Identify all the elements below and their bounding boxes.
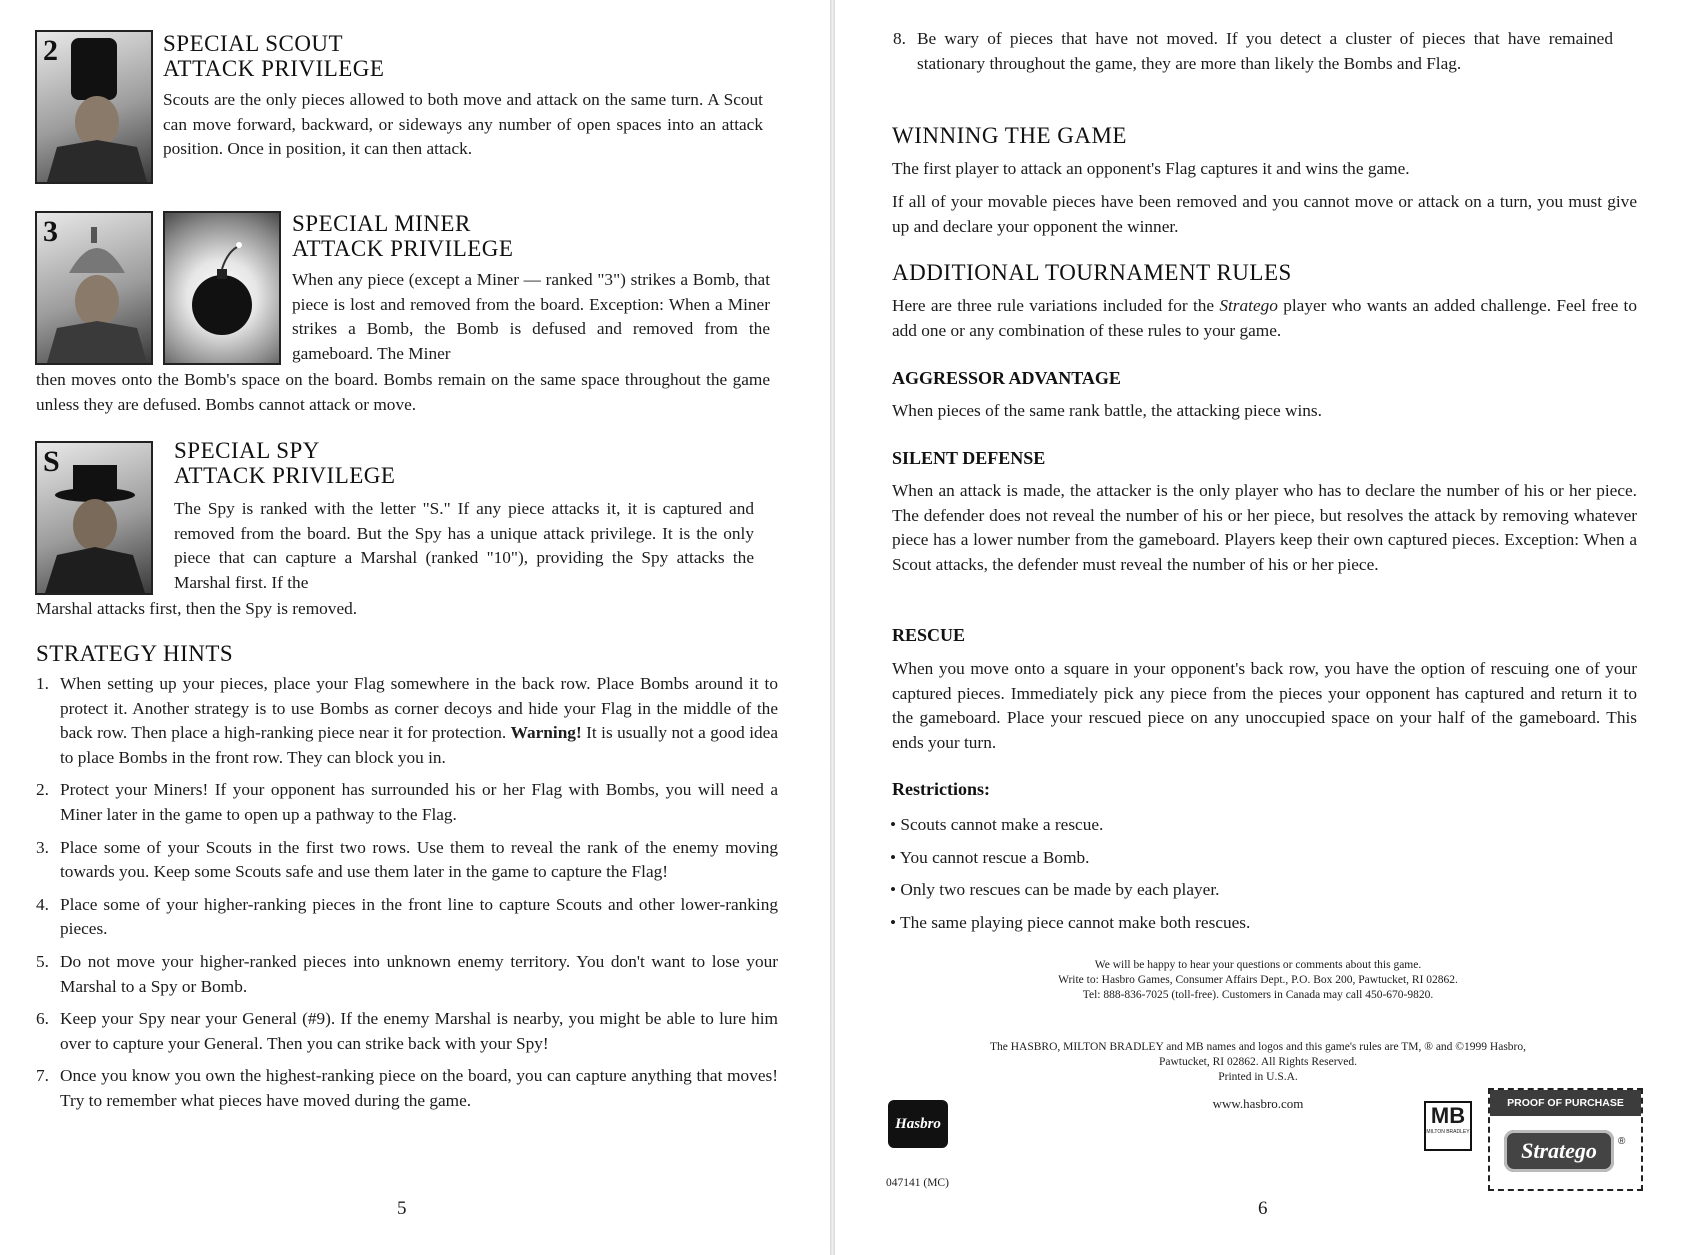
contact-line: We will be happy to hear your questions or comments about this game.	[1094, 959, 1422, 971]
hint-text: Keep your Spy near your General (#9). If the enemy Marshal is nearby, you might be able to lure him over to capture your General. Then you can strike back with your Spy!	[60, 1009, 778, 1053]
hint-text-after: It is usually not a good idea to place Bombs in the front row. They can block you in.	[60, 723, 778, 767]
tournament-intro-text: Here are three rule variations included for the	[892, 296, 1220, 315]
contact-line: Write to: Hasbro Games, Consumer Affairs Dept., P.O. Box 200, Pawtucket, RI 02862.	[1058, 974, 1458, 986]
rescue-heading: RESCUE	[892, 625, 966, 645]
miner-heading-line2: ATTACK PRIVILEGE	[292, 236, 514, 261]
hint-number: 6.	[36, 1009, 49, 1029]
registered-mark: ®	[1618, 1136, 1626, 1147]
hasbro-logo: Hasbro	[888, 1100, 948, 1148]
legal-line: Pawtucket, RI 02862. All Rights Reserved.	[1158, 1056, 1358, 1068]
hint-number: 8.	[893, 29, 906, 48]
page-number-right: 6	[1258, 1198, 1268, 1219]
silent-defense-body: When an attack is made, the attacker is the only player who has to declare the number of his or her piece. The defender does not reveal the number of his or her piece, but resolves the attack by removing whatever piece has a lower number from the gameboard. Players keep their own captured pieces. Exception: When a Scout attacks, the defender must reveal the number of his or her piece.	[892, 481, 1637, 574]
stratego-title: Stratego	[1219, 296, 1278, 315]
miner-heading-line1: SPECIAL MINER	[292, 211, 471, 236]
proof-of-purchase	[1488, 1088, 1643, 1191]
miner-body: When any piece (except a Miner — ranked "3") strikes a Bomb, that piece is lost and removed from the board. Exception: When a Miner strikes a Bomb, the Bomb is defused and removed from the gameboard. The Miner	[292, 270, 770, 363]
hint-item-8	[893, 27, 1613, 76]
proof-of-purchase-label: PROOF OF PURCHASE	[1490, 1090, 1641, 1116]
hint-number: 2.	[36, 780, 49, 800]
miner-rank: 3	[43, 215, 58, 248]
rescue-body: When you move onto a square in your opponent's back row, you have the option of rescuing one of your captured pieces. Immediately pick any piece from the pieces your opponent has captured and return it to the gameboard. Place your rescued piece on any unoccupied space on your half of the gameboard. This ends your turn.	[892, 659, 1637, 752]
spy-heading-line2: ATTACK PRIVILEGE	[174, 463, 396, 488]
restrictions-heading: Restrictions:	[892, 779, 990, 799]
contact-info	[958, 958, 1558, 1003]
mb-logo	[1424, 1101, 1472, 1151]
website-link[interactable]: www.hasbro.com	[1212, 1096, 1304, 1111]
legal-line: The HASBRO, MILTON BRADLEY and MB names and logos and this game's rules are TM, ® and ©1999 Hasbro,	[989, 1041, 1527, 1053]
contact-line: Tel: 888-836-7025 (toll-free). Customers in Canada may call 450-670-9820.	[1082, 989, 1434, 1001]
hint-number: 7.	[36, 1066, 49, 1086]
hint-text: Place some of your Scouts in the first two rows. Use them to reveal the rank of the enemy moving towards you. Keep some Scouts safe and use them later in the game to capture the Flag!	[60, 837, 778, 882]
hint-text: Be wary of pieces that have not moved. If you detect a cluster of pieces that have remained stationary throughout the game, they are more than likely the Bombs and Flag.	[917, 29, 1613, 73]
spy-heading-line1: SPECIAL SPY	[174, 438, 320, 463]
hint-number: 1.	[36, 674, 49, 693]
spy-rank: S	[43, 445, 60, 478]
hint-text: Place some of your higher-ranking pieces in the front line to capture Scouts and other lower-ranking pieces.	[60, 894, 778, 939]
restriction-item: • Scouts cannot make a rescue.	[890, 815, 1104, 834]
scout-heading-line1: SPECIAL SCOUT	[163, 31, 344, 56]
winning-paragraph-2: If all of your movable pieces have been removed and you cannot move or attack on a turn, you must give up and declare your opponent the winner.	[892, 192, 1637, 236]
tournament-intro-text-after: player who wants an added challenge. Feel free to add one or any combination of these rules to your game.	[892, 296, 1637, 340]
restriction-item: • The same playing piece cannot make both rescues.	[890, 912, 1251, 932]
scout-rank: 2	[43, 34, 58, 67]
legal-line: Printed in U.S.A.	[1218, 1071, 1298, 1083]
silent-defense-heading: SILENT DEFENSE	[892, 448, 1046, 468]
page-number-left: 5	[397, 1198, 407, 1219]
part-number: 047141 (MC)	[886, 1177, 949, 1189]
aggressor-body: When pieces of the same rank battle, the attacking piece wins.	[892, 401, 1322, 420]
scout-heading-line2: ATTACK PRIVILEGE	[163, 56, 385, 81]
spy-body-continued: Marshal attacks first, then the Spy is removed.	[36, 599, 358, 618]
scout-body: Scouts are the only pieces allowed to both move and attack on the same turn. A Scout can move forward, backward, or sideways any number of open spaces into an attack position. Once in position, it can then attack.	[163, 90, 763, 159]
hint-number: 3.	[36, 837, 49, 857]
spy-body: The Spy is ranked with the letter "S." If any piece attacks it, it is captured and removed from the board. But the Spy has a unique attack privilege. It is the only piece that can capture a Marshal (ranked "10"), providing the Spy attacks the Marshal first. If the	[174, 499, 754, 592]
stratego-logo: Stratego	[1504, 1130, 1614, 1172]
aggressor-heading: AGGRESSOR ADVANTAGE	[892, 368, 1121, 388]
hint-warning: Warning!	[510, 723, 582, 743]
restriction-item: • You cannot rescue a Bomb.	[890, 847, 1090, 867]
hint-text: Do not move your higher-ranked pieces into unknown enemy territory. You don't want to lose your Marshal to a Spy or Bomb.	[60, 951, 778, 996]
hint-text: Protect your Miners! If your opponent has surrounded his or her Flag with Bombs, you will need a Miner later in the game to open up a pathway to the Flag.	[60, 780, 778, 824]
winning-heading: WINNING THE GAME	[892, 123, 1127, 148]
miner-body-continued: then moves onto the Bomb's space on the board. Bombs remain on the same space throughout the game unless they are defused. Bombs cannot attack or move.	[36, 370, 770, 414]
mb-logo-text: MB	[1430, 1103, 1466, 1128]
restrictions-list	[890, 813, 1590, 943]
hint-text: Once you know you own the highest-ranking piece on the board, you can capture anything that moves! Try to remember what pieces have moved during the game.	[60, 1066, 778, 1110]
mb-logo-subtext: MILTON BRADLEY	[1426, 1129, 1470, 1135]
hint-number: 4.	[36, 894, 49, 914]
strategy-hints-heading: STRATEGY HINTS	[36, 641, 234, 666]
hint-number: 5.	[36, 951, 49, 971]
restriction-item: • Only two rescues can be made by each player.	[890, 880, 1220, 900]
tournament-heading: ADDITIONAL TOURNAMENT RULES	[892, 260, 1292, 285]
tournament-intro	[892, 294, 1637, 343]
hint-text: When setting up your pieces, place your Flag somewhere in the back row. Place Bombs around it to protect it. Another strategy is to use Bombs as corner decoys and hide your Flag in the middle of the back row. Then place a high-ranking piece near it for protection.	[60, 674, 778, 743]
legal-info	[958, 1040, 1558, 1085]
winning-paragraph-1: The first player to attack an opponent's Flag captures it and wins the game.	[892, 159, 1410, 178]
